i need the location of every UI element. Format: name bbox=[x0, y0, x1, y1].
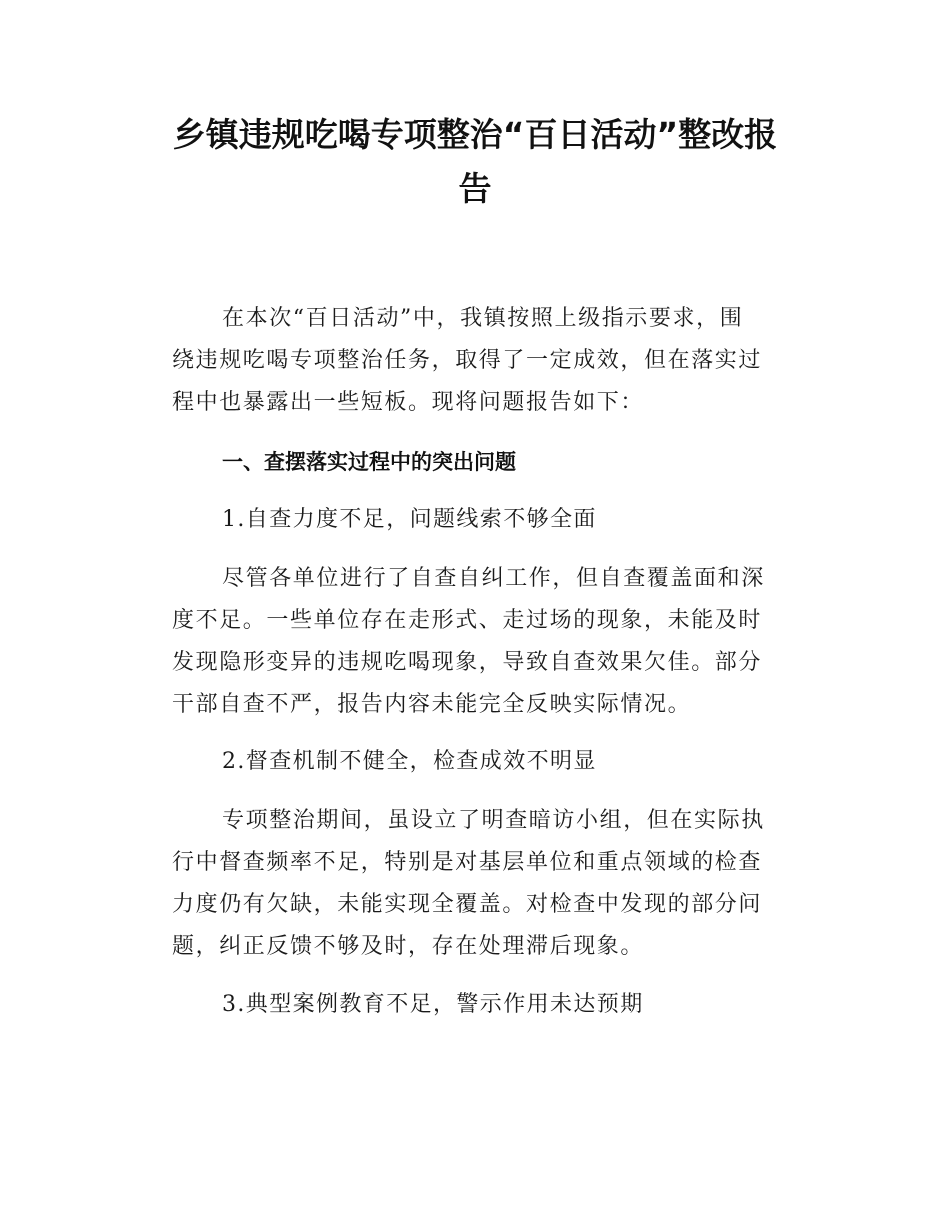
item-1-line-4: 干部自查不严，报告内容未能完全反映实际情况。 bbox=[172, 692, 692, 717]
item-2-line-4: 题，纠正反馈不够及时，存在处理滞后现象。 bbox=[172, 934, 645, 959]
item-2-line-3: 力度仍有欠缺，未能实现全覆盖。对检查中发现的部分问 bbox=[172, 892, 763, 917]
item-2-title: 2.督查机制不健全，检查成效不明显 bbox=[222, 749, 597, 774]
item-2-line-2: 行中督查频率不足，特别是对基层单位和重点领域的检查 bbox=[172, 850, 763, 875]
intro-paragraph bbox=[172, 298, 792, 424]
item-2-line-1: 专项整治期间，虽设立了明查暗访小组，但在实际执 bbox=[222, 808, 765, 833]
item-1-line-2: 度不足。一些单位存在走形式、走过场的现象，未能及时 bbox=[172, 608, 763, 633]
item-3-title: 3.典型案例教育不足，警示作用未达预期 bbox=[222, 992, 644, 1017]
item-1-line-3: 发现隐形变异的违规吃喝现象，导致自查效果欠佳。部分 bbox=[172, 650, 763, 675]
item-2-paragraph bbox=[172, 800, 792, 968]
document-title bbox=[140, 108, 810, 216]
intro-line-1: 在本次“百日活动”中，我镇按照上级指示要求，围 bbox=[222, 306, 744, 331]
item-1-paragraph bbox=[172, 558, 792, 726]
title-line-1: 乡镇违规吃喝专项整治“百日活动”整改报 bbox=[172, 115, 778, 154]
section-heading-1: 一、查摆落实过程中的突出问题 bbox=[222, 450, 516, 474]
title-line-2: 告 bbox=[458, 169, 492, 208]
item-1-title: 1.自查力度不足，问题线索不够全面 bbox=[222, 507, 597, 532]
intro-line-2: 绕违规吃喝专项整治任务，取得了一定成效，但在落实过 bbox=[172, 348, 763, 373]
item-1-line-1: 尽管各单位进行了自查自纠工作，但自查覆盖面和深 bbox=[222, 566, 765, 591]
intro-line-3: 程中也暴露出一些短板。现将问题报告如下： bbox=[172, 390, 645, 415]
